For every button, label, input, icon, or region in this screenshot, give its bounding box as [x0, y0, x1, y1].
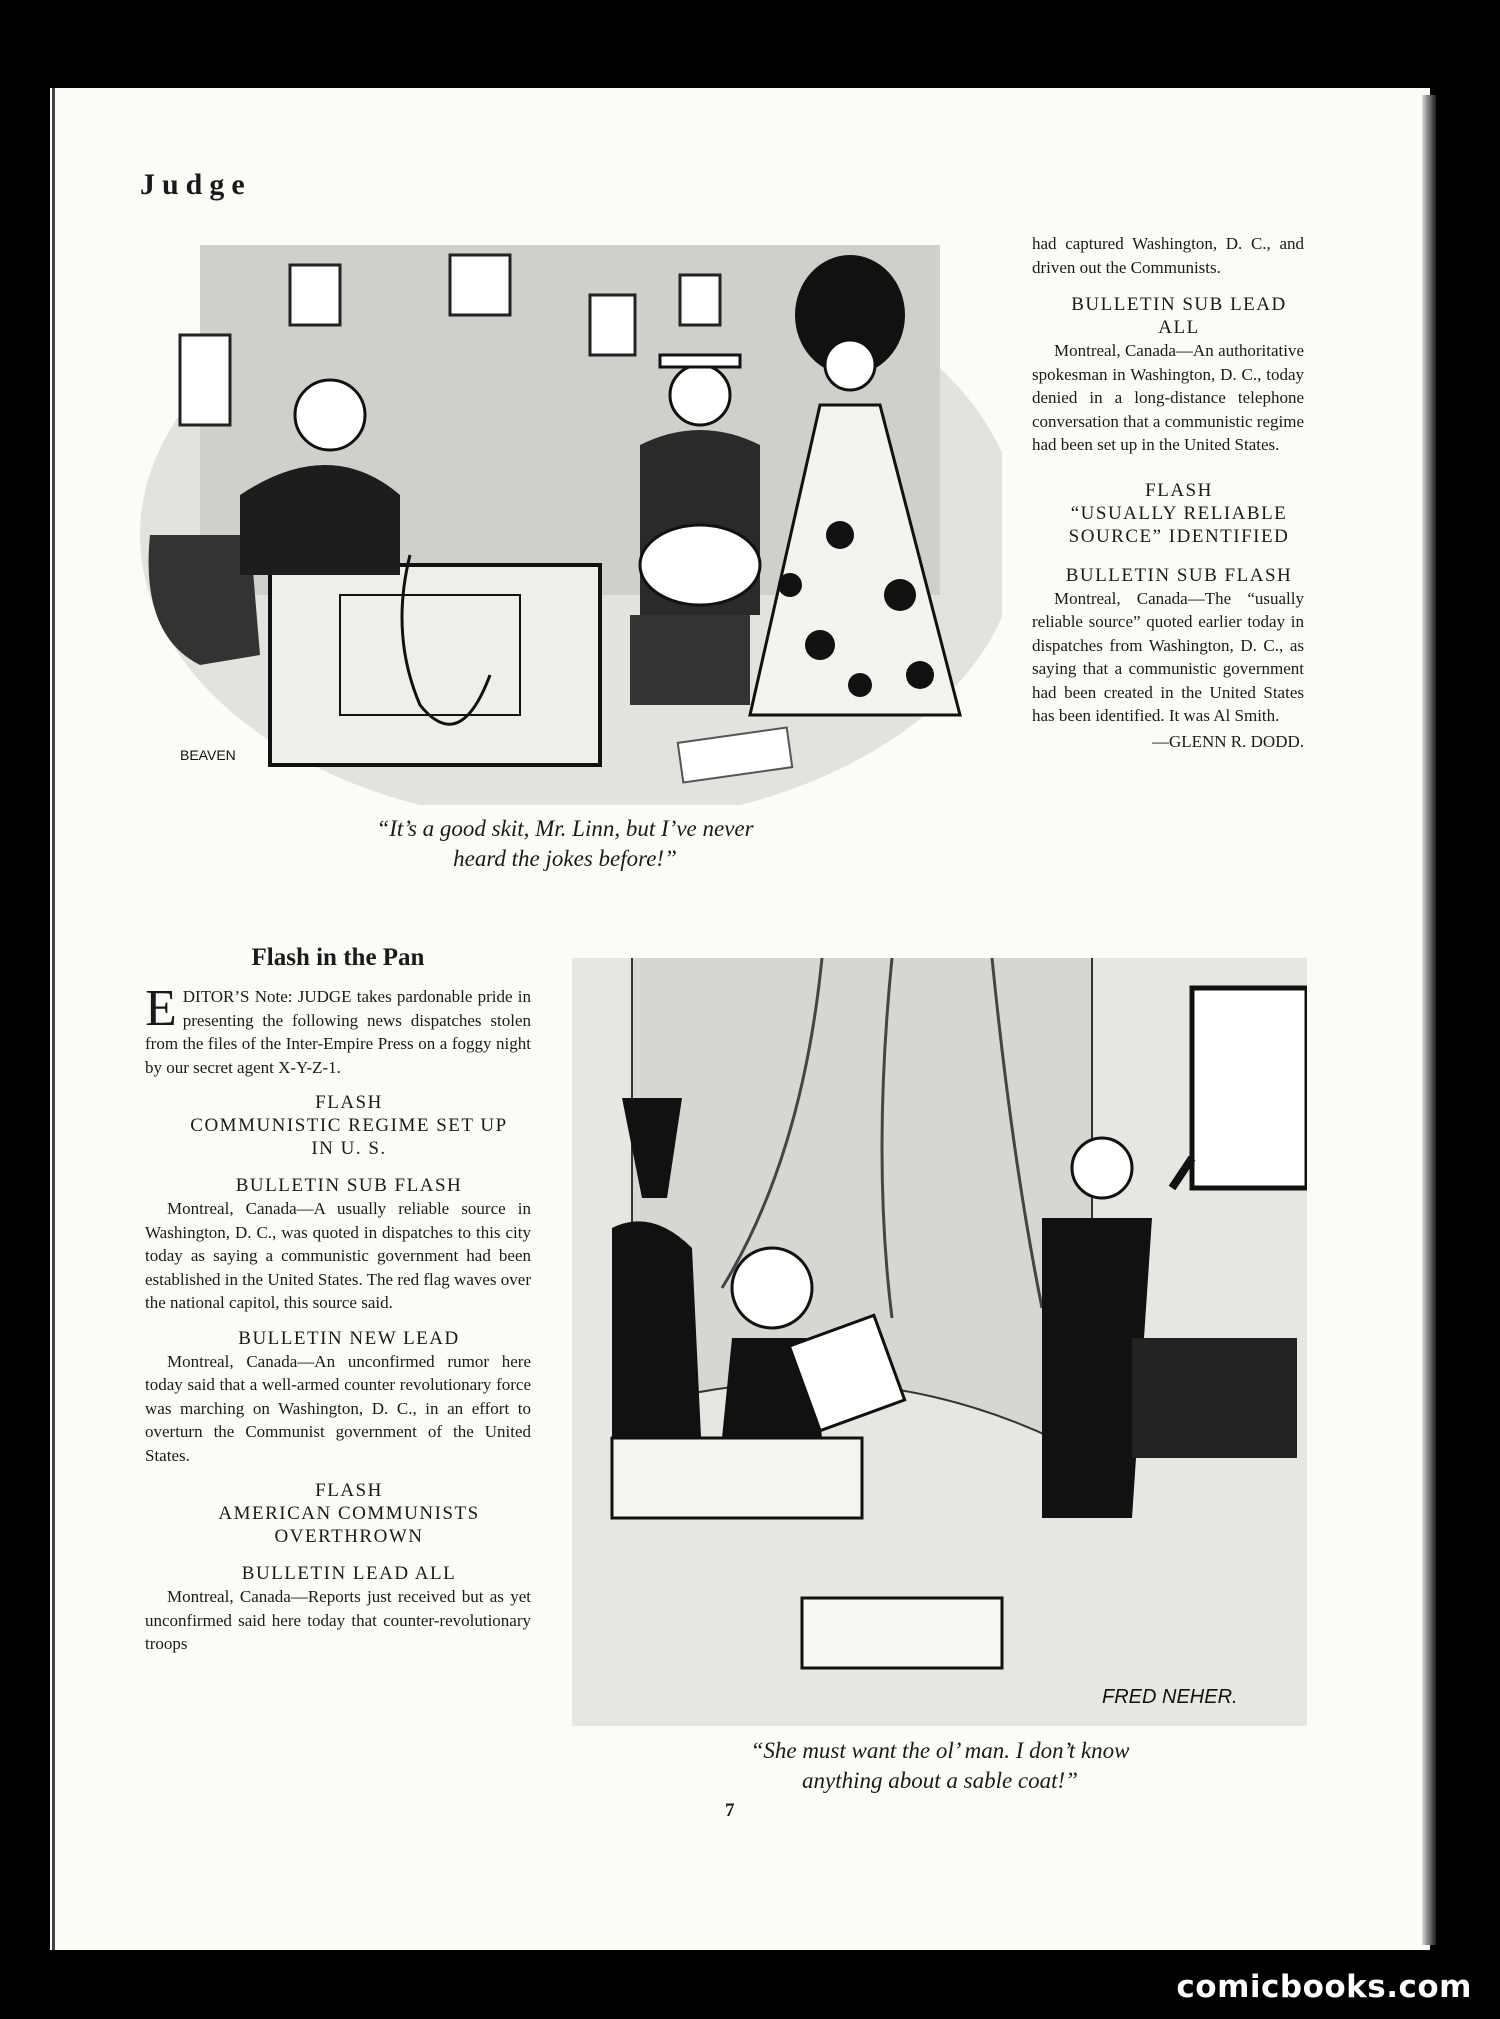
section-heading: BULLETIN SUB FLASH: [1065, 564, 1293, 586]
paragraph: Montreal, Canada—An unconfirmed rumor here today said that a well-armed counter revolutionary force was marching on Washington, D. C., in an effort to overturn the Communist government of the United States.: [145, 1351, 531, 1465]
paragraph-continued: had captured Washington, D. C., and driven out the Communists.: [1032, 234, 1304, 277]
cartoon2-caption: [660, 1736, 1220, 1796]
cartoon2-caption-line2: anything about a sable coat!”: [802, 1768, 1078, 1793]
section-bulletin-sub-flash-2: [1032, 564, 1304, 754]
section-flash-2: [145, 1479, 531, 1548]
section-bulletin-new-lead: [145, 1327, 531, 1468]
paragraph: Montreal, Canada—The “usually reliable source” quoted earlier today in dispatches from Washington, D. C., as saying that a communistic government had been created in the United States has been identified. It was Al Smith.: [1032, 588, 1304, 725]
section-bulletin-sub-lead-all: [1032, 293, 1304, 457]
author-signature: —GLENN R. DODD.: [1151, 731, 1304, 751]
section-flash-1: [145, 1091, 531, 1160]
cartoon-sable-coat: [572, 958, 1307, 1726]
section-flash-3: [1032, 479, 1304, 548]
masthead: Judge: [140, 168, 252, 201]
section-heading: AMERICAN COMMUNISTS: [218, 1503, 480, 1524]
section-heading: ALL: [1158, 317, 1200, 338]
cartoon-radio-agency: [140, 235, 1002, 805]
article-title: Flash in the Pan: [251, 944, 425, 971]
section-heading: BULLETIN NEW LEAD: [238, 1327, 460, 1349]
section-bulletin-sub-flash: [145, 1174, 531, 1315]
section-heading: FLASH: [315, 1092, 383, 1113]
site-watermark: comicbooks.com: [1176, 1969, 1472, 2005]
drop-cap: E: [145, 985, 177, 1037]
paragraph: Montreal, Canada—A usually reliable source in Washington, D. C., was quoted in dispatches to this city today as saying a communistic government had been established in the United States. The red flag waves over the national capitol, this source said.: [145, 1199, 531, 1312]
cartoon-sable-coat-drawing: [572, 958, 1307, 1726]
section-heading: COMMUNISTIC REGIME SET UP: [190, 1115, 508, 1136]
section-heading: FLASH: [1145, 479, 1213, 501]
section-bulletin-lead-all: [145, 1562, 531, 1656]
section-heading: FLASH: [315, 1480, 383, 1501]
editors-note: [145, 985, 531, 1079]
section-heading: IN U. S.: [311, 1138, 387, 1159]
section-heading: “USUALLY RELIABLE: [1070, 502, 1288, 524]
article-right-column: [1032, 232, 1304, 753]
section-heading: BULLETIN LEAD ALL: [241, 1563, 457, 1584]
cartoon1-caption-line2: heard the jokes before!”: [453, 846, 677, 871]
paragraph: Montreal, Canada—Reports just received but as yet unconfirmed said here today that counter-revolutionary troops: [145, 1587, 531, 1653]
page-gutter-line: [52, 88, 55, 1950]
section-heading: SOURCE” IDENTIFIED: [1068, 525, 1290, 547]
cartoon1-caption-line1: “It’s a good skit, Mr. Linn, but I’ve never: [376, 816, 754, 841]
cartoon2-caption-line1: “She must want the ol’ man. I don’t know: [750, 1738, 1130, 1763]
section-heading: BULLETIN SUB LEAD: [1071, 294, 1287, 315]
cartoon1-signature: BEAVEN: [180, 747, 236, 763]
page-number: 7: [725, 1800, 735, 1821]
editors-note-text: DITOR’S Note: JUDGE takes pardonable pride in presenting the following news dispatches stolen from the files of the Inter-Empire Press on a foggy night by our secret agent X-Y-Z-1.: [145, 987, 531, 1077]
page-edge-shadow: [1422, 95, 1436, 1945]
cartoon2-signature: FRED NEHER.: [1102, 1686, 1238, 1708]
cartoon1-caption: [300, 814, 830, 874]
section-heading: OVERTHROWN: [274, 1526, 424, 1547]
cartoon-radio-agency-drawing: [140, 235, 1002, 805]
paragraph: Montreal, Canada—An authoritative spokesman in Washington, D. C., today denied in a long-distance telephone conversation that a communistic regime had been set up in the United States.: [1032, 341, 1304, 454]
section-heading: BULLETIN SUB FLASH: [235, 1175, 463, 1196]
article-left-column: [145, 985, 531, 1656]
